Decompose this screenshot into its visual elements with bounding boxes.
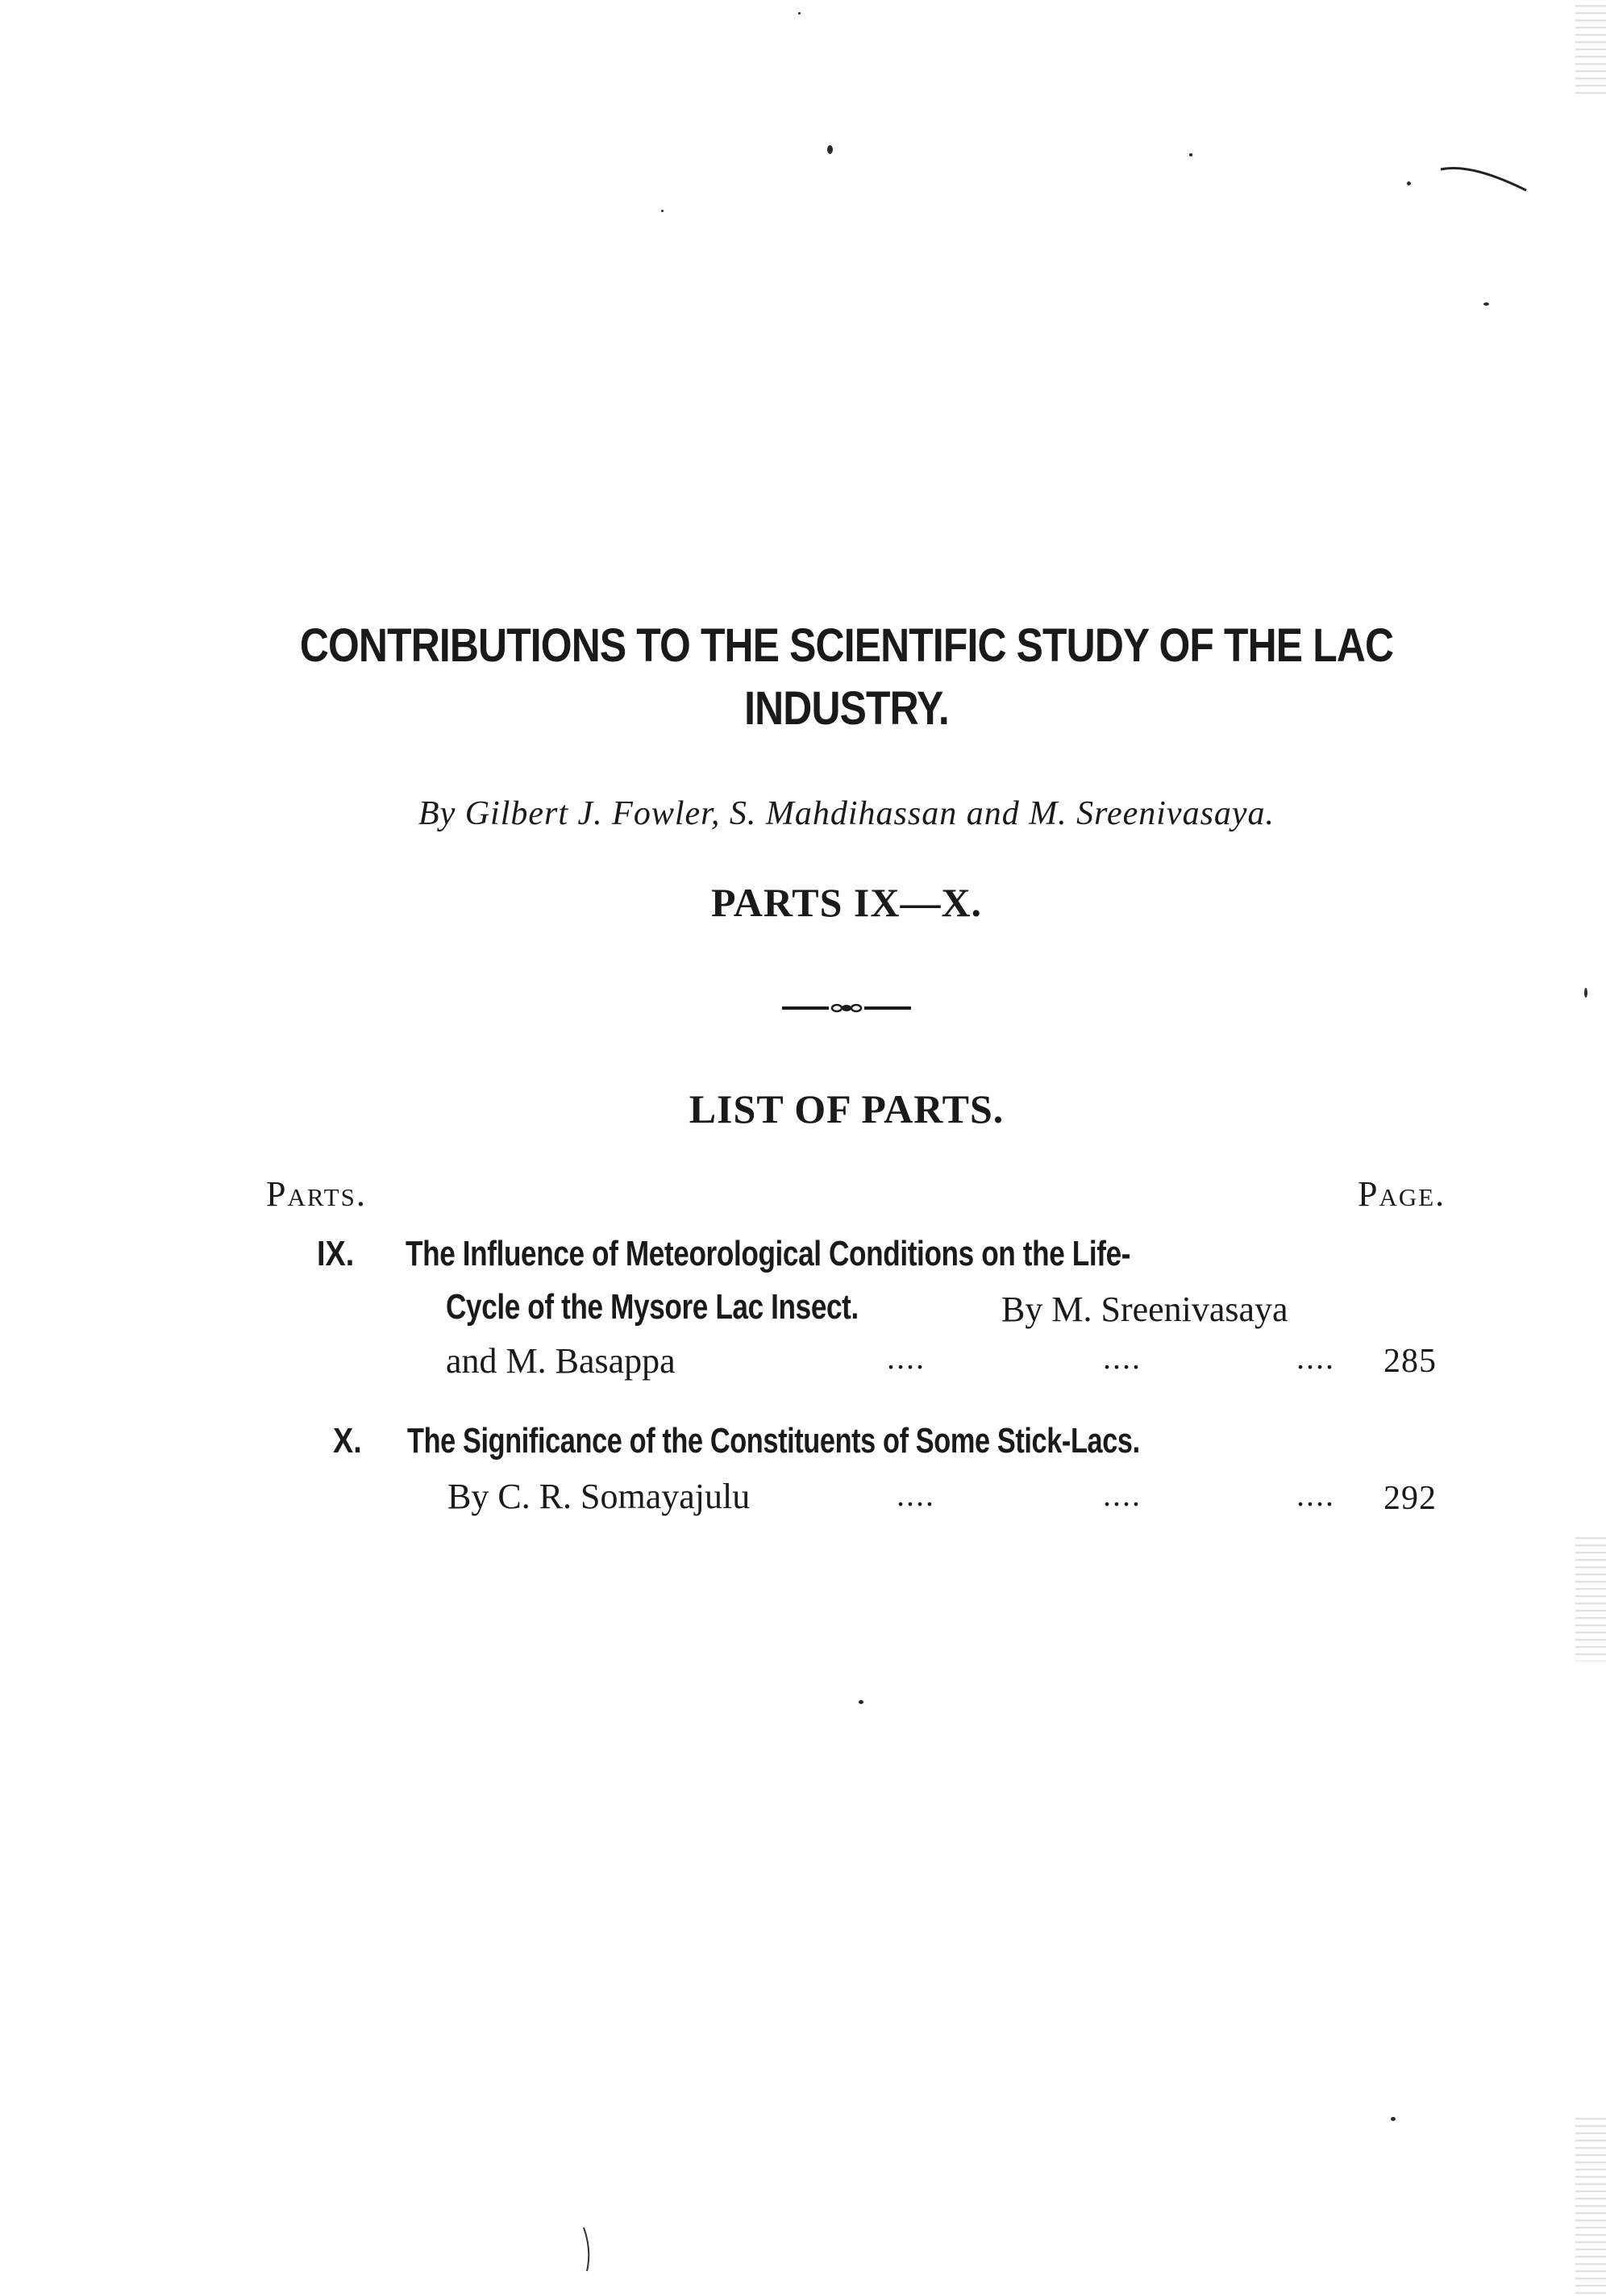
entry-title-line — [407, 1421, 1140, 1461]
ornament-divider — [782, 998, 911, 1018]
scan-speck — [1391, 2117, 1396, 2121]
column-header-parts: Parts. — [266, 1174, 367, 1214]
article-title-line2: INDUSTRY. — [744, 682, 949, 735]
scan-mark — [1439, 161, 1528, 194]
scan-speck — [859, 1700, 863, 1704]
entry-number: IX. — [317, 1234, 355, 1273]
scan-speck — [798, 12, 801, 15]
scan-speck — [661, 210, 664, 212]
leader-dots: .... — [1296, 1477, 1335, 1513]
leader-dots: .... — [1296, 1340, 1335, 1376]
entry-title-line — [446, 1287, 962, 1327]
scan-edge-noise — [1575, 0, 1606, 97]
list-heading: LIST OF PARTS. — [689, 1086, 1005, 1131]
leader-dots: .... — [1103, 1340, 1142, 1376]
scan-edge-noise — [1575, 1532, 1606, 1661]
entry-page-number: 292 — [1383, 1480, 1437, 1517]
entry-title-text: The Significance of the Constituents of Some Stick-Lacs. — [407, 1421, 1140, 1461]
scan-speck — [1584, 988, 1587, 998]
parts-heading: PARTS IX—X. — [710, 880, 983, 925]
scan-edge-noise — [1575, 2113, 1606, 2296]
scan-speck — [1483, 302, 1489, 306]
scan-speck — [1189, 153, 1192, 156]
entry-page-number: 285 — [1383, 1343, 1437, 1380]
leader-dots: .... — [1103, 1477, 1142, 1513]
entry-title-text: Cycle of the Mysore Lac Insect. — [446, 1287, 859, 1327]
entry-authors: By M. Sreenivasaya — [1001, 1290, 1288, 1329]
entry-title-line — [406, 1234, 1130, 1274]
scan-mark — [580, 2226, 597, 2274]
byline: By Gilbert J. Fowler, S. Mahdihassan and M. Sreenivasaya. — [418, 795, 1275, 832]
entry-title-text: The Influence of Meteorological Conditions on the Life- — [406, 1234, 1131, 1273]
entry-authors: and M. Basappa — [446, 1341, 676, 1381]
article-title — [299, 615, 1395, 740]
column-header-page: Page. — [1358, 1174, 1446, 1214]
scan-speck — [1407, 181, 1411, 185]
leader-dots: .... — [897, 1477, 935, 1513]
article-title-line1: CONTRIBUTIONS TO THE SCIENTIFIC STUDY OF THE LAC — [299, 619, 1394, 672]
entry-number: X. — [333, 1421, 362, 1461]
scan-speck — [827, 145, 833, 154]
entry-authors: By C. R. Somayajulu — [447, 1477, 751, 1516]
leader-dots: .... — [887, 1340, 926, 1376]
